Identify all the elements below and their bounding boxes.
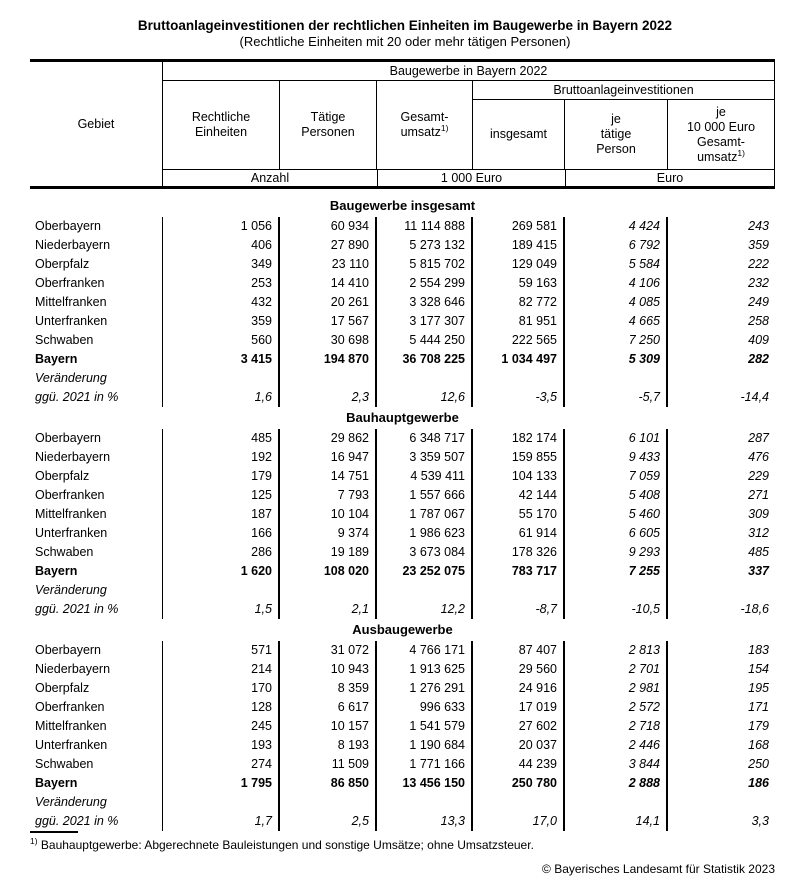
cell-taetige-personen <box>280 581 377 600</box>
cell-je-10000-euro-gesamtumsatz: 195 <box>748 681 769 695</box>
cell-taetige-personen <box>280 369 377 388</box>
cell-rechtliche-einheiten: 170 <box>163 679 280 698</box>
cell-je-10000-euro-gesamtumsatz: 250 <box>748 757 769 771</box>
table-row <box>30 217 775 236</box>
cell-je-taetige-person <box>565 369 668 388</box>
footnote-marker: 1) <box>30 836 38 846</box>
cell-je-taetige-person: 5 584 <box>565 255 668 274</box>
cell-je-taetige-person: 4 665 <box>565 312 668 331</box>
table-row <box>30 274 775 293</box>
units-row <box>163 169 774 186</box>
cell-rechtliche-einheiten: 245 <box>163 717 280 736</box>
cell-je-taetige-person: 7 250 <box>565 331 668 350</box>
cell-taetige-personen: 6 617 <box>280 698 377 717</box>
cell-insgesamt: 1 034 497 <box>473 350 565 369</box>
cell-gesamtumsatz: 5 444 250 <box>377 331 473 350</box>
cell-insgesamt: 27 602 <box>473 717 565 736</box>
cell-gesamtumsatz: 1 190 684 <box>377 736 473 755</box>
cell-je-10000-euro-gesamtumsatz: 337 <box>748 564 769 578</box>
cell-rechtliche-einheiten: 406 <box>163 236 280 255</box>
cell-je-10000-euro-gesamtumsatz: 154 <box>748 662 769 676</box>
row-label: Oberfranken <box>30 486 163 505</box>
cell-taetige-personen: 7 793 <box>280 486 377 505</box>
footnote <box>30 838 775 852</box>
row-label: Niederbayern <box>30 660 163 679</box>
corner-cell-gebiet <box>30 62 163 186</box>
cell-rechtliche-einheiten: 253 <box>163 274 280 293</box>
table-row <box>30 736 775 755</box>
table-row <box>30 679 775 698</box>
cell-je-10000-euro-gesamtumsatz: 186 <box>748 776 769 790</box>
row-label: Schwaben <box>30 755 163 774</box>
cell-gesamtumsatz: 5 815 702 <box>377 255 473 274</box>
cell-je-taetige-person: 5 309 <box>565 350 668 369</box>
row-label: Oberbayern <box>30 429 163 448</box>
change-label-row <box>30 793 775 812</box>
row-label: ggü. 2021 in % <box>30 600 163 619</box>
section-title: Bauhauptgewerbe <box>346 410 459 425</box>
cell-je-taetige-person: 5 460 <box>565 505 668 524</box>
cell-gesamtumsatz: 11 114 888 <box>377 217 473 236</box>
cell-gesamtumsatz: 23 252 075 <box>377 562 473 581</box>
header-right-block <box>163 62 774 186</box>
col-header-je-taetige-person <box>565 100 668 169</box>
cell-je-taetige-person: 2 813 <box>565 641 668 660</box>
col-header-taetige-personen <box>280 81 377 169</box>
cell-rechtliche-einheiten: 3 415 <box>163 350 280 369</box>
cell-je-10000-euro-gesamtumsatz: 476 <box>748 450 769 464</box>
table-row <box>30 312 775 331</box>
cell-taetige-personen: 16 947 <box>280 448 377 467</box>
header-line: je <box>716 104 726 119</box>
cell-gesamtumsatz: 3 673 084 <box>377 543 473 562</box>
cell-insgesamt: 59 163 <box>473 274 565 293</box>
cell-je-taetige-person: 2 572 <box>565 698 668 717</box>
cell-taetige-personen: 11 509 <box>280 755 377 774</box>
header-line: Personen <box>301 125 355 139</box>
row-label: Mittelfranken <box>30 293 163 312</box>
cell-taetige-personen: 10 943 <box>280 660 377 679</box>
cell-je-taetige-person: 7 255 <box>565 562 668 581</box>
cell-insgesamt: 61 914 <box>473 524 565 543</box>
table-section <box>30 195 775 407</box>
row-label: Oberpfalz <box>30 467 163 486</box>
unit-1000-euro: 1 000 Euro <box>377 170 565 186</box>
cell-je-10000-euro-gesamtumsatz: 243 <box>748 219 769 233</box>
header-line: Rechtliche <box>191 110 251 124</box>
cell-gesamtumsatz: 3 177 307 <box>377 312 473 331</box>
cell-insgesamt <box>473 369 565 388</box>
row-label: Unterfranken <box>30 312 163 331</box>
cell-je-taetige-person: 7 059 <box>565 467 668 486</box>
cell-taetige-personen: 10 157 <box>280 717 377 736</box>
cell-gesamtumsatz: 1 771 166 <box>377 755 473 774</box>
brutto-subheaders <box>473 100 774 169</box>
cell-je-10000-euro-gesamtumsatz: 485 <box>748 545 769 559</box>
cell-je-taetige-person: 6 101 <box>565 429 668 448</box>
footnote-marker: 1) <box>737 147 745 158</box>
cell-insgesamt: 82 772 <box>473 293 565 312</box>
corner-label: Gebiet <box>77 117 115 131</box>
cell-je-taetige-person: 3 844 <box>565 755 668 774</box>
cell-gesamtumsatz: 12,6 <box>377 388 473 407</box>
change-values-row <box>30 812 775 831</box>
cell-je-10000-euro-gesamtumsatz: -14,4 <box>740 390 769 404</box>
cell-rechtliche-einheiten: 192 <box>163 448 280 467</box>
cell-je-taetige-person: 9 433 <box>565 448 668 467</box>
cell-taetige-personen: 2,1 <box>280 600 377 619</box>
cell-rechtliche-einheiten: 214 <box>163 660 280 679</box>
row-label: Schwaben <box>30 543 163 562</box>
section-rows <box>30 429 775 619</box>
cell-je-10000-euro-gesamtumsatz <box>668 793 775 812</box>
column-header-band <box>163 81 774 169</box>
brutto-group <box>473 81 774 169</box>
cell-je-10000-euro-gesamtumsatz: -18,6 <box>740 602 769 616</box>
cell-insgesamt: 783 717 <box>473 562 565 581</box>
cell-taetige-personen: 23 110 <box>280 255 377 274</box>
table-row <box>30 562 775 581</box>
cell-gesamtumsatz: 13 456 150 <box>377 774 473 793</box>
cell-je-10000-euro-gesamtumsatz: 271 <box>748 488 769 502</box>
table-row <box>30 350 775 369</box>
row-label: Veränderung <box>30 581 163 600</box>
table-row <box>30 467 775 486</box>
cell-taetige-personen: 27 890 <box>280 236 377 255</box>
cell-je-taetige-person: 4 424 <box>565 217 668 236</box>
cell-insgesamt: 55 170 <box>473 505 565 524</box>
table-section <box>30 619 775 831</box>
cell-taetige-personen: 19 189 <box>280 543 377 562</box>
section-title: Ausbaugewerbe <box>352 622 453 637</box>
table-header <box>30 59 775 189</box>
section-title: Baugewerbe insgesamt <box>329 198 476 213</box>
cell-rechtliche-einheiten: 286 <box>163 543 280 562</box>
cell-taetige-personen: 29 862 <box>280 429 377 448</box>
col-header-je-10000-euro-gesamtumsatz <box>668 100 774 169</box>
cell-gesamtumsatz: 996 633 <box>377 698 473 717</box>
row-label: Oberpfalz <box>30 255 163 274</box>
cell-je-10000-euro-gesamtumsatz: 249 <box>748 295 769 309</box>
cell-rechtliche-einheiten: 1 056 <box>163 217 280 236</box>
cell-gesamtumsatz: 3 328 646 <box>377 293 473 312</box>
cell-je-taetige-person: 14,1 <box>565 812 668 831</box>
cell-je-10000-euro-gesamtumsatz: 171 <box>748 700 769 714</box>
cell-taetige-personen: 30 698 <box>280 331 377 350</box>
cell-insgesamt: 17,0 <box>473 812 565 831</box>
cell-je-10000-euro-gesamtumsatz <box>668 581 775 600</box>
cell-je-taetige-person: 5 408 <box>565 486 668 505</box>
row-label: Niederbayern <box>30 236 163 255</box>
cell-insgesamt: 159 855 <box>473 448 565 467</box>
cell-taetige-personen: 86 850 <box>280 774 377 793</box>
row-label: Oberbayern <box>30 217 163 236</box>
table-row <box>30 698 775 717</box>
page-title: Bruttoanlageinvestitionen der rechtlichen Einheiten im Baugewerbe in Bayern 2022 <box>137 18 673 33</box>
table-row <box>30 236 775 255</box>
cell-insgesamt: 129 049 <box>473 255 565 274</box>
cell-rechtliche-einheiten: 1 795 <box>163 774 280 793</box>
cell-je-10000-euro-gesamtumsatz: 282 <box>748 352 769 366</box>
cell-taetige-personen: 8 359 <box>280 679 377 698</box>
cell-je-10000-euro-gesamtumsatz: 309 <box>748 507 769 521</box>
cell-gesamtumsatz <box>377 793 473 812</box>
table-row <box>30 486 775 505</box>
table-row <box>30 524 775 543</box>
cell-rechtliche-einheiten <box>163 369 280 388</box>
cell-rechtliche-einheiten: 166 <box>163 524 280 543</box>
change-label-row <box>30 581 775 600</box>
row-label: Veränderung <box>30 369 163 388</box>
header-line: umsatz$^{1)}$ <box>400 122 449 139</box>
row-label: ggü. 2021 in % <box>30 388 163 407</box>
cell-je-10000-euro-gesamtumsatz: 168 <box>748 738 769 752</box>
cell-insgesamt: 44 239 <box>473 755 565 774</box>
cell-taetige-personen: 2,5 <box>280 812 377 831</box>
cell-gesamtumsatz: 5 273 132 <box>377 236 473 255</box>
footnote-separator <box>30 831 78 833</box>
section-rows <box>30 641 775 831</box>
cell-insgesamt: -3,5 <box>473 388 565 407</box>
cell-rechtliche-einheiten: 432 <box>163 293 280 312</box>
row-label: Niederbayern <box>30 448 163 467</box>
header-line: insgesamt <box>490 127 547 141</box>
cell-insgesamt: 17 019 <box>473 698 565 717</box>
footnote-text: Bauhauptgewerbe: Abgerechnete Bauleistungen und sonstige Umsätze; ohne Umsatzsteuer. <box>40 838 534 852</box>
table-row <box>30 543 775 562</box>
cell-je-taetige-person: 2 981 <box>565 679 668 698</box>
cell-taetige-personen: 194 870 <box>280 350 377 369</box>
cell-rechtliche-einheiten: 1,6 <box>163 388 280 407</box>
table-row <box>30 505 775 524</box>
table-row <box>30 293 775 312</box>
cell-je-taetige-person: -5,7 <box>565 388 668 407</box>
cell-taetige-personen: 9 374 <box>280 524 377 543</box>
cell-gesamtumsatz: 1 986 623 <box>377 524 473 543</box>
row-label: Mittelfranken <box>30 505 163 524</box>
cell-rechtliche-einheiten: 485 <box>163 429 280 448</box>
cell-je-10000-euro-gesamtumsatz: 312 <box>748 526 769 540</box>
table-row <box>30 717 775 736</box>
cell-insgesamt: 269 581 <box>473 217 565 236</box>
cell-gesamtumsatz <box>377 581 473 600</box>
change-values-row <box>30 388 775 407</box>
cell-je-taetige-person: 2 718 <box>565 717 668 736</box>
table-body <box>30 195 775 831</box>
cell-taetige-personen: 20 261 <box>280 293 377 312</box>
cell-taetige-personen: 14 751 <box>280 467 377 486</box>
cell-je-taetige-person: 2 888 <box>565 774 668 793</box>
change-label-row <box>30 369 775 388</box>
change-values-row <box>30 600 775 619</box>
cell-taetige-personen: 108 020 <box>280 562 377 581</box>
row-label: Bayern <box>30 774 163 793</box>
cell-insgesamt: 20 037 <box>473 736 565 755</box>
header-line: Tätige <box>310 110 346 124</box>
cell-je-10000-euro-gesamtumsatz: 222 <box>748 257 769 271</box>
row-label: ggü. 2021 in % <box>30 812 163 831</box>
cell-insgesamt <box>473 793 565 812</box>
table-row <box>30 429 775 448</box>
header-line: tätige <box>600 127 632 141</box>
cell-je-10000-euro-gesamtumsatz: 359 <box>748 238 769 252</box>
cell-insgesamt: 87 407 <box>473 641 565 660</box>
cell-je-10000-euro-gesamtumsatz: 258 <box>748 314 769 328</box>
unit-anzahl: Anzahl <box>250 171 290 185</box>
cell-rechtliche-einheiten: 560 <box>163 331 280 350</box>
col-header-insgesamt <box>473 100 565 169</box>
cell-insgesamt: 222 565 <box>473 331 565 350</box>
cell-gesamtumsatz: 13,3 <box>377 812 473 831</box>
table-row <box>30 448 775 467</box>
cell-je-taetige-person: 2 701 <box>565 660 668 679</box>
cell-insgesamt: -8,7 <box>473 600 565 619</box>
table-row <box>30 641 775 660</box>
cell-rechtliche-einheiten: 187 <box>163 505 280 524</box>
row-label: Unterfranken <box>30 736 163 755</box>
cell-gesamtumsatz <box>377 369 473 388</box>
row-label: Oberfranken <box>30 698 163 717</box>
cell-gesamtumsatz: 12,2 <box>377 600 473 619</box>
row-label: Unterfranken <box>30 524 163 543</box>
cell-gesamtumsatz: 3 359 507 <box>377 448 473 467</box>
cell-insgesamt <box>473 581 565 600</box>
table-row <box>30 660 775 679</box>
header-line: Einheiten <box>194 125 248 139</box>
cell-taetige-personen: 31 072 <box>280 641 377 660</box>
row-label: Oberfranken <box>30 274 163 293</box>
table-row <box>30 331 775 350</box>
cell-rechtliche-einheiten <box>163 793 280 812</box>
row-label: Veränderung <box>30 793 163 812</box>
cell-je-taetige-person <box>565 581 668 600</box>
row-label: Mittelfranken <box>30 717 163 736</box>
col-header-gesamtumsatz <box>377 81 473 169</box>
row-label: Bayern <box>30 350 163 369</box>
cell-gesamtumsatz: 1 787 067 <box>377 505 473 524</box>
cell-insgesamt: 250 780 <box>473 774 565 793</box>
cell-je-10000-euro-gesamtumsatz <box>668 369 775 388</box>
cell-je-10000-euro-gesamtumsatz: 409 <box>748 333 769 347</box>
cell-taetige-personen: 8 193 <box>280 736 377 755</box>
cell-gesamtumsatz: 1 557 666 <box>377 486 473 505</box>
cell-rechtliche-einheiten: 193 <box>163 736 280 755</box>
table-row <box>30 755 775 774</box>
cell-gesamtumsatz: 36 708 225 <box>377 350 473 369</box>
cell-taetige-personen: 2,3 <box>280 388 377 407</box>
cell-gesamtumsatz: 1 541 579 <box>377 717 473 736</box>
copyright-line: © Bayerisches Landesamt für Statistik 2023 <box>542 862 775 876</box>
cell-insgesamt: 81 951 <box>473 312 565 331</box>
cell-taetige-personen: 14 410 <box>280 274 377 293</box>
cell-rechtliche-einheiten: 179 <box>163 467 280 486</box>
cell-rechtliche-einheiten: 128 <box>163 698 280 717</box>
cell-je-taetige-person: 4 085 <box>565 293 668 312</box>
header-line: je <box>611 112 621 126</box>
cell-je-10000-euro-gesamtumsatz: 179 <box>748 719 769 733</box>
row-label: Oberbayern <box>30 641 163 660</box>
col-header-rechtliche-einheiten <box>163 81 280 169</box>
cell-rechtliche-einheiten: 274 <box>163 755 280 774</box>
cell-insgesamt: 104 133 <box>473 467 565 486</box>
span-header: Baugewerbe in Bayern 2022 <box>163 62 774 81</box>
cell-insgesamt: 178 326 <box>473 543 565 562</box>
header-line: Person <box>596 142 636 156</box>
cell-taetige-personen: 10 104 <box>280 505 377 524</box>
cell-je-taetige-person: 6 605 <box>565 524 668 543</box>
header-line: umsatz$^{1)}$ <box>697 147 745 164</box>
table-row <box>30 774 775 793</box>
row-label: Schwaben <box>30 331 163 350</box>
cell-je-taetige-person: 4 106 <box>565 274 668 293</box>
cell-taetige-personen: 17 567 <box>280 312 377 331</box>
cell-rechtliche-einheiten: 1,5 <box>163 600 280 619</box>
cell-je-taetige-person <box>565 793 668 812</box>
cell-rechtliche-einheiten: 359 <box>163 312 280 331</box>
cell-insgesamt: 182 174 <box>473 429 565 448</box>
cell-rechtliche-einheiten <box>163 581 280 600</box>
cell-gesamtumsatz: 1 913 625 <box>377 660 473 679</box>
cell-rechtliche-einheiten: 349 <box>163 255 280 274</box>
section-rows <box>30 217 775 407</box>
cell-taetige-personen: 60 934 <box>280 217 377 236</box>
page-subtitle: (Rechtliche Einheiten mit 20 oder mehr tätigen Personen) <box>239 34 571 49</box>
header-line: Gesamt- <box>697 134 745 149</box>
cell-insgesamt: 42 144 <box>473 486 565 505</box>
cell-je-10000-euro-gesamtumsatz: 3,3 <box>751 814 769 828</box>
cell-je-taetige-person: 9 293 <box>565 543 668 562</box>
cell-rechtliche-einheiten: 1 620 <box>163 562 280 581</box>
cell-je-taetige-person: 2 446 <box>565 736 668 755</box>
cell-je-10000-euro-gesamtumsatz: 287 <box>748 431 769 445</box>
cell-je-taetige-person: -10,5 <box>565 600 668 619</box>
cell-je-taetige-person: 6 792 <box>565 236 668 255</box>
unit-euro: Euro <box>565 170 774 186</box>
cell-rechtliche-einheiten: 571 <box>163 641 280 660</box>
cell-je-10000-euro-gesamtumsatz: 183 <box>748 643 769 657</box>
statistics-table <box>30 59 775 876</box>
cell-rechtliche-einheiten: 125 <box>163 486 280 505</box>
cell-je-10000-euro-gesamtumsatz: 232 <box>748 276 769 290</box>
cell-insgesamt: 189 415 <box>473 236 565 255</box>
header-line: 10 000 Euro <box>686 119 756 134</box>
footnote-marker: 1) <box>440 122 449 133</box>
table-row <box>30 255 775 274</box>
group-header-bruttoanlageinvestitionen: Bruttoanlageinvestitionen <box>473 81 774 100</box>
cell-gesamtumsatz: 2 554 299 <box>377 274 473 293</box>
cell-je-10000-euro-gesamtumsatz: 229 <box>748 469 769 483</box>
cell-gesamtumsatz: 1 276 291 <box>377 679 473 698</box>
cell-taetige-personen <box>280 793 377 812</box>
table-section <box>30 407 775 619</box>
header-line: Gesamt- <box>400 110 449 124</box>
cell-insgesamt: 24 916 <box>473 679 565 698</box>
cell-gesamtumsatz: 4 766 171 <box>377 641 473 660</box>
row-label: Bayern <box>30 562 163 581</box>
cell-rechtliche-einheiten: 1,7 <box>163 812 280 831</box>
cell-gesamtumsatz: 6 348 717 <box>377 429 473 448</box>
row-label: Oberpfalz <box>30 679 163 698</box>
cell-insgesamt: 29 560 <box>473 660 565 679</box>
cell-gesamtumsatz: 4 539 411 <box>377 467 473 486</box>
